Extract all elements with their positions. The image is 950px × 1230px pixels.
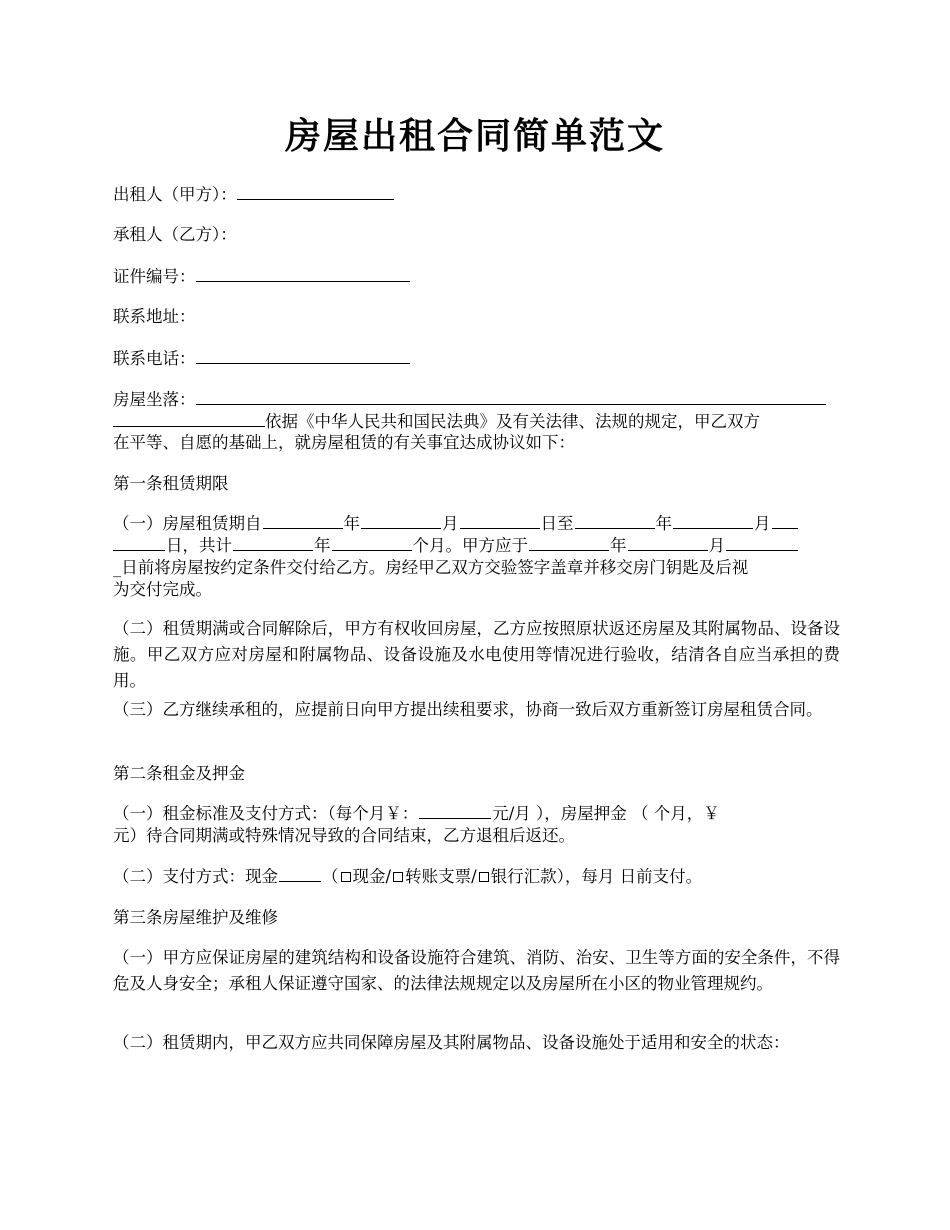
blank-end-day-b [113,534,165,551]
lessee-field [113,222,840,248]
lessee-label: 承租人（乙方）： [113,225,237,244]
lessor-label: 出租人（甲方）： [113,185,237,204]
month-label-2: 月 [754,514,771,533]
art2-p1-start: （一）租金标准及支付方式：（每个月￥： [113,804,419,823]
year-label-4: 年 [610,536,627,555]
art2-heading: 第二条租金及押金 [113,764,245,783]
month-label: 月 [442,514,459,533]
phone-label: 联系电话： [113,349,196,368]
option-cheque: 转账支票/ [405,867,477,886]
lessor-field [113,181,840,208]
art1-p1-total: 日，共计 [166,536,232,555]
blank-end-month [673,512,753,529]
location-blank [196,386,826,405]
year-label-3: 年 [314,536,331,555]
location-label: 房屋坐落： [113,390,196,409]
blank-payment [279,865,321,882]
blank-end-day-a [772,512,798,529]
address-field [113,304,840,330]
blank-deliver-day [726,534,798,551]
option-cash: 现金/ [352,867,392,886]
blank-start-day [460,512,540,529]
blank-start-year [263,512,343,529]
intro-line-2: 在平等、自愿的基础上，就房屋租赁的有关事宜达成协议如下： [113,433,575,452]
art3-heading: 第三条房屋维护及维修 [113,908,278,927]
art2-p2-start: （二）支付方式：现金 [113,867,278,886]
option-bank: 银行汇款），每月 日前支付。 [490,867,703,886]
location-blank-continued [113,408,265,427]
id-label: 证件编号： [113,267,196,286]
art3-p1: （一）甲方应保证房屋的建筑结构和设备设施符合建筑、消防、治安、卫生等方面的安全条件，不得危及人身安全；承租人保证遵守国家、的法律法规规定以及房屋所在小区的物业管理规约。 [113,948,840,993]
intro-tail: 依据《中华人民共和国民法典》及有关法律、法规的规定，甲乙双方 [265,412,760,431]
page-title: 房屋出租合同简单范文 [284,115,665,157]
blank-deliver-month [628,534,708,551]
art1-p2: （二）租赁期满或合同解除后，甲方有权收回房屋，乙方应按照原状返还房屋及其附属物品、设备设施。甲乙双方应对房屋和附属物品、设备设施及水电使用等情况进行验收，结清各自应当承担的费用。 [113,619,840,690]
id-blank [196,263,410,282]
phone-blank [196,345,410,364]
art1-p3: （三）乙方继续承租的，应提前日向甲方提出续租要求，协商一致后双方重新签订房屋租赁合同。 [113,700,823,719]
art2-p2-paren: （ [322,867,339,886]
art2-p1-deposit: 元/月 ），房屋押金 （ 个月，￥ [492,804,720,823]
address-label: 联系地址： [113,307,196,326]
art2-p2 [113,864,840,890]
day-to-label: 日至 [540,514,574,533]
blank-end-year [575,512,655,529]
art1-heading: 第一条租赁期限 [113,474,229,493]
checkbox-cash-icon[interactable] [341,872,351,882]
id-field [113,263,840,290]
year-label: 年 [343,514,360,533]
blank-total-months [332,534,412,551]
month-label-3: 月 [708,536,725,555]
art2-p1-line2: 元）待合同期满或特殊情况导致的合同结束，乙方退租后返还。 [113,826,575,845]
checkbox-bank-icon[interactable] [479,872,489,882]
blank-total-years [233,534,313,551]
art1-p1-deliver: 个月。甲方应于 [412,536,528,555]
phone-field [113,345,840,372]
checkbox-cheque-icon[interactable] [393,872,403,882]
art1-p1-line3: _日前将房屋按约定条件交付给乙方。房经甲乙双方交验签字盖章并移交房门钥匙及后视 [113,558,749,577]
blank-deliver-year [529,534,609,551]
art1-p1-line4: 为交付完成。 [113,580,212,599]
year-label-2: 年 [655,514,672,533]
lessor-blank [237,181,394,200]
blank-rent [419,802,491,819]
art1-p1-start: （一）房屋租赁期自 [113,514,262,533]
art3-p2: （二）租赁期内，甲乙双方应共同保障房屋及其附属物品、设备设施处于适用和安全的状态： [113,1033,790,1052]
blank-start-month [361,512,441,529]
